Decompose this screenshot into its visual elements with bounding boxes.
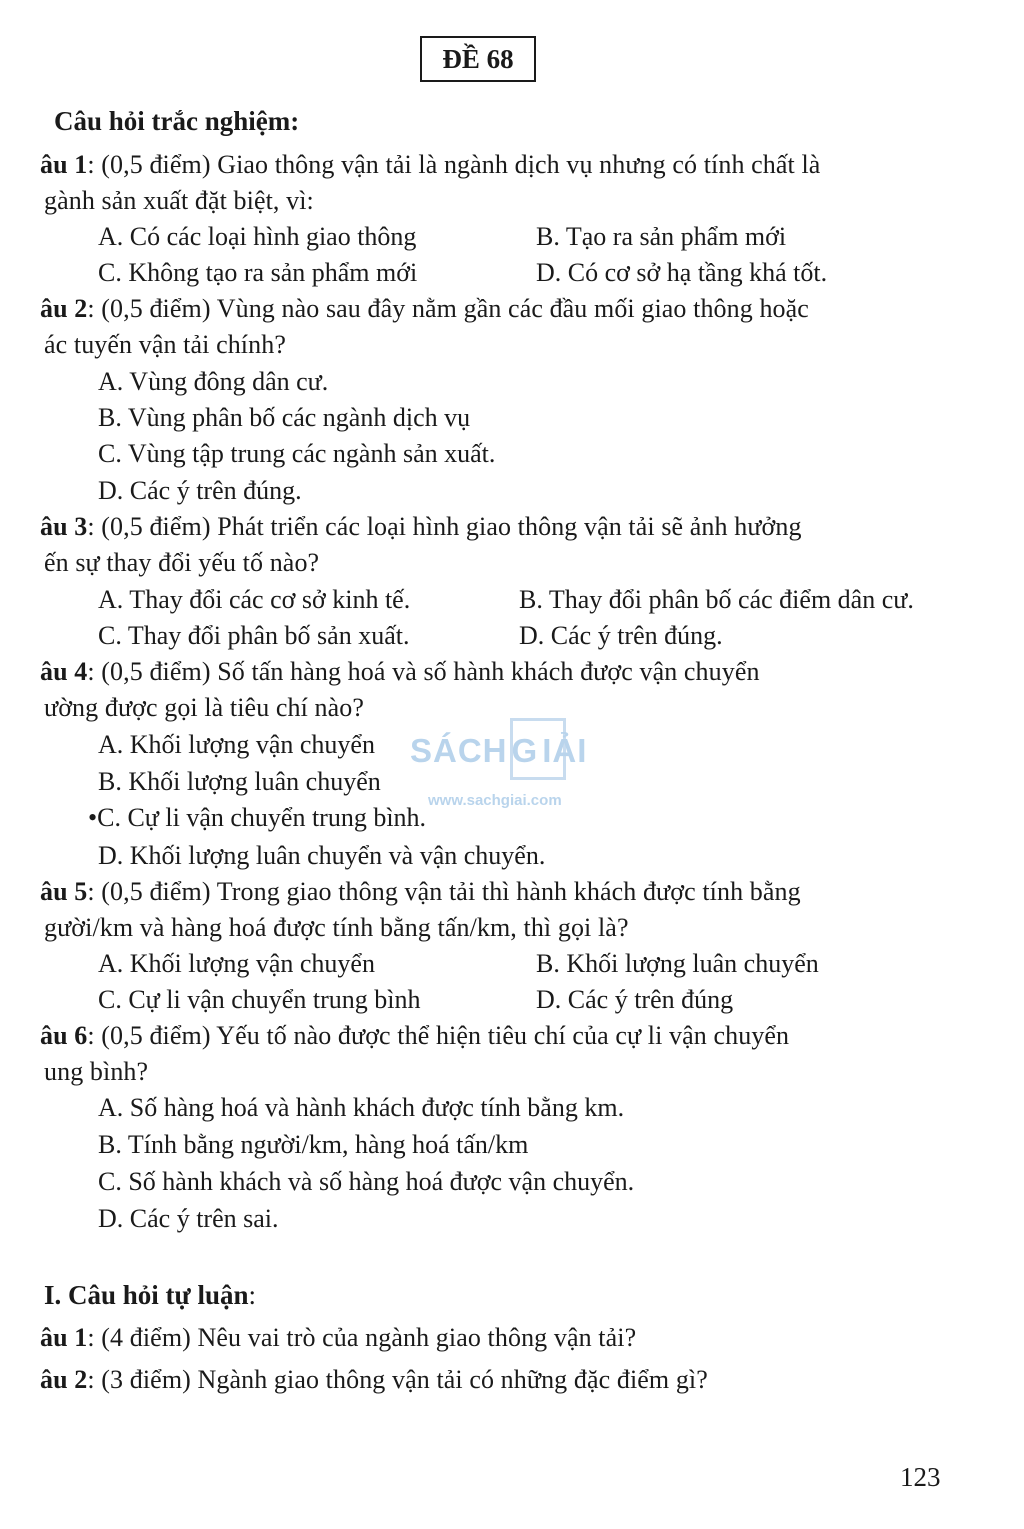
q2-option-b: B. Vùng phân bố các ngành dịch vụ <box>98 403 471 432</box>
essay-question-1-text: : (4 điểm) Nêu vai trò của ngành giao thông vận tải? <box>87 1323 637 1352</box>
q1-option-d: D. Có cơ sở hạ tầng khá tốt. <box>536 258 828 287</box>
question-2-line-2: ác tuyến vận tải chính? <box>44 330 286 359</box>
q3-option-b: B. Thay đổi phân bố các điểm dân cư. <box>519 585 914 614</box>
q5-option-b: B. Khối lượng luân chuyển <box>536 949 819 978</box>
question-6-line-1 <box>40 1018 789 1054</box>
section-multiple-choice-title: Câu hỏi trắc nghiệm: <box>54 106 300 136</box>
watermark-brand <box>410 732 587 770</box>
question-1-line-2: gành sản xuất đặt biệt, vì: <box>44 186 314 215</box>
question-3-line-1 <box>40 509 802 545</box>
exam-title <box>420 36 536 82</box>
q1-option-c: C. Không tạo ra sản phẩm mới <box>98 258 418 287</box>
q4-option-a: A. Khối lượng vận chuyển <box>98 730 375 759</box>
essay-question-2 <box>40 1362 708 1398</box>
q6-option-c: C. Số hành khách và số hàng hoá được vận chuyển. <box>98 1167 635 1196</box>
question-5-text: : (0,5 điểm) Trong giao thông vận tải thì hành khách được tính bằng <box>87 877 801 906</box>
question-5-line-2: gười/km và hàng hoá được tính bằng tấn/km, thì gọi là? <box>44 913 629 942</box>
q1-option-b: B. Tạo ra sản phẩm mới <box>536 222 787 251</box>
watermark <box>410 718 620 809</box>
question-1-line-1 <box>40 147 820 183</box>
q2-option-d: D. Các ý trên đúng. <box>98 476 302 505</box>
q6-option-d: D. Các ý trên sai. <box>98 1204 279 1233</box>
question-4-label: âu 4 <box>40 657 88 686</box>
essay-question-2-label: âu 2 <box>40 1365 88 1394</box>
question-5-line-1 <box>40 874 801 910</box>
question-4-line-1 <box>40 654 760 690</box>
watermark-brand-box-letter: G <box>511 732 539 769</box>
q5-option-a: A. Khối lượng vận chuyển <box>98 949 375 978</box>
question-6-label: âu 6 <box>40 1021 88 1050</box>
q5-option-c: C. Cự li vận chuyển trung bình <box>98 985 421 1014</box>
section-essay-title <box>44 1280 256 1311</box>
q5-option-d: D. Các ý trên đúng <box>536 985 734 1014</box>
q3-option-c: C. Thay đổi phân bố sản xuất. <box>98 621 410 650</box>
q6-option-a: A. Số hàng hoá và hành khách được tính bằng km. <box>98 1093 625 1122</box>
essay-question-1-label: âu 1 <box>40 1323 88 1352</box>
question-2-text: : (0,5 điểm) Vùng nào sau đây nằm gần các đầu mối giao thông hoặc <box>87 294 809 323</box>
q2-option-a: A. Vùng đông dân cư. <box>98 367 329 396</box>
question-6-line-2: ung bình? <box>44 1057 149 1086</box>
question-1-text: : (0,5 điểm) Giao thông vận tải là ngành dịch vụ nhưng có tính chất là <box>87 150 821 179</box>
question-3-text: : (0,5 điểm) Phát triển các loại hình giao thông vận tải sẽ ảnh hưởng <box>87 512 802 541</box>
essay-question-1 <box>40 1320 636 1356</box>
watermark-brand-right: IẢI <box>542 732 588 769</box>
q3-option-d: D. Các ý trên đúng. <box>519 621 723 650</box>
section-essay-title-text: I. Câu hỏi tự luận <box>44 1280 249 1310</box>
section-essay-colon: : <box>248 1280 257 1310</box>
q6-option-b: B. Tính bằng người/km, hàng hoá tấn/km <box>98 1130 529 1159</box>
q4-option-d: D. Khối lượng luân chuyển và vận chuyển. <box>98 841 546 870</box>
question-4-line-2: ường được gọi là tiêu chí nào? <box>44 693 365 722</box>
question-2-label: âu 2 <box>40 294 88 323</box>
watermark-brand-left: SÁCH <box>410 732 508 769</box>
question-3-line-2: ến sự thay đổi yếu tố nào? <box>44 548 320 577</box>
question-5-label: âu 5 <box>40 877 88 906</box>
q2-option-c: C. Vùng tập trung các ngành sản xuất. <box>98 439 496 468</box>
page-number: 123 <box>900 1462 941 1492</box>
exam-title-text: ĐỀ 68 <box>442 43 514 74</box>
question-2-line-1 <box>40 291 809 327</box>
question-1-label: âu 1 <box>40 150 88 179</box>
question-6-text: : (0,5 điểm) Yếu tố nào được thể hiện tiêu chí của cự li vận chuyển <box>87 1021 790 1050</box>
question-4-text: : (0,5 điểm) Số tấn hàng hoá và số hành khách được vận chuyển <box>87 657 760 686</box>
q1-option-a: A. Có các loại hình giao thông <box>98 222 417 251</box>
question-3-label: âu 3 <box>40 512 88 541</box>
q3-option-a: A. Thay đổi các cơ sở kinh tế. <box>98 585 411 614</box>
q4-option-c: •C. Cự li vận chuyển trung bình. <box>88 803 427 832</box>
watermark-url: www.sachgiai.com <box>428 792 562 809</box>
essay-question-2-text: : (3 điểm) Ngành giao thông vận tải có những đặc điểm gì? <box>87 1365 708 1394</box>
q4-option-b: B. Khối lượng luân chuyển <box>98 767 381 796</box>
